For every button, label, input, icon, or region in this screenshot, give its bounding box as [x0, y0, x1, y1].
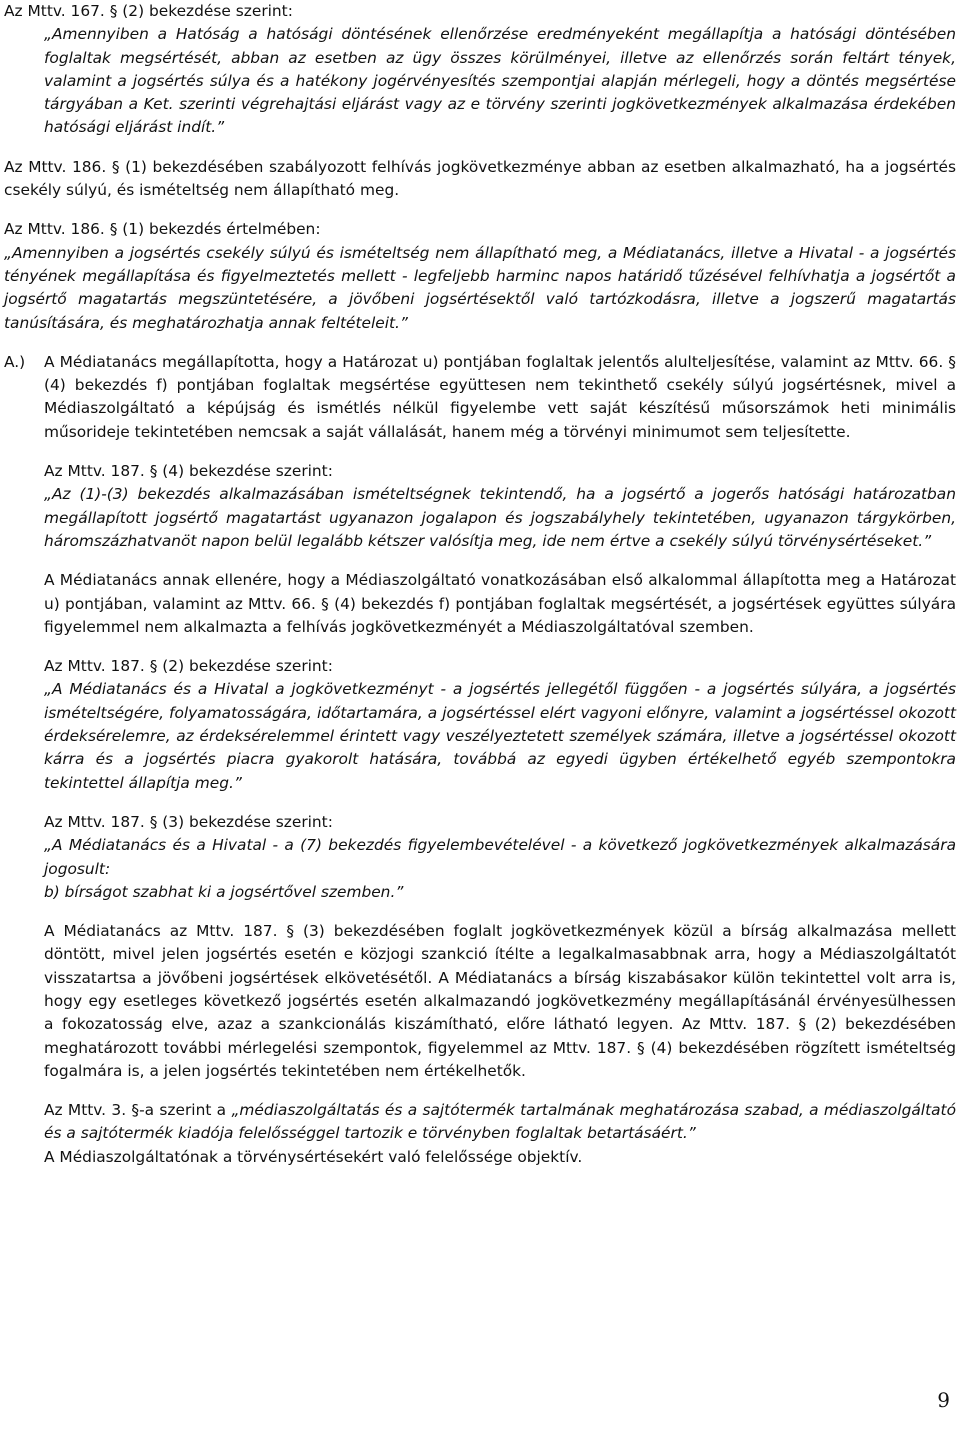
- indented-block: [4, 460, 956, 1169]
- mttv-3-quote: „médiaszolgáltatás és a sajtótermék tartalmának meghatározása szabad, a médiaszolgáltató és a sajtótermék kiadója felelősséggel tartozik e törvényben foglaltak betartásáért.”: [44, 1101, 956, 1143]
- section-a-label: A.): [4, 352, 26, 371]
- quote-186-1: „Amennyiben a jogsértés csekély súlyú és ismételtség nem állapítható meg, a Médiatanács, illetve a Hivatal - a jogsértés tényének megállapítása és figyelmeztetés mellett - legfeljebb harminc napos határidő tűzésével felhívhatja a jogsértőt a jogsértő magatartás megszüntetésére, a jövőbeni jogsértésektől való tartózkodásra, illetve a jogszerű magatartás tanúsítására, és meghatározhatja annak feltételeit.”: [4, 243, 956, 332]
- quote-167-2: „Amennyiben a Hatóság a hatósági döntésének ellenőrzése eredményeként megállapítja a hatósági döntésében foglaltak megsértését, abban az esetben az ügy összes körülményei, illetve az ellenőrzés során feltárt tények, valamint a jogsértés súlya és a hatékony jogérvényesítés szempontjai alapján mérlegeli, hogy a döntés megsértése tárgyában a Ket. szerinti végrehajtási eljárást vagy az e törvény szerinti jogkövetkezmények alkalmazása érdekében hatósági eljárást indít.”: [44, 25, 956, 137]
- quote-187-3-line-1: „A Médiatanács és a Hivatal - a (7) bekezdés figyelembevételével - a következő jogkövetkezmények alkalmazására jogosult:: [44, 836, 956, 878]
- paragraph-objective-liability: A Médiaszolgáltatónak a törvénysértésekért való felelőssége objektív.: [44, 1147, 583, 1166]
- document-body: [4, 0, 956, 1169]
- paragraph-lead-187-3: Az Mttv. 187. § (3) bekezdése szerint:: [44, 812, 333, 831]
- quote-187-4: „Az (1)-(3) bekezdés alkalmazásában ismételtségnek tekintendő, ha a jogsértő a jogerős hatósági határozatban megállapított jogsértő magatartást ugyanazon jogalapon és jogszabályhely tekintetében, ugyanazon tárgykörben, háromszázhatvanöt napon belül legalább kétszer valósítja meg, ide nem értve a csekély súlyú törvénysértéseket.”: [44, 485, 956, 550]
- mttv-3-lead: Az Mttv. 3. §-a szerint a: [44, 1101, 232, 1120]
- paragraph-mttv-3: [44, 1099, 956, 1146]
- quote-187-2: „A Médiatanács és a Hivatal a jogkövetkezményt - a jogsértés jellegétől függően - a jogsértés súlyára, a jogsértés ismételtségére, folyamatosságára, időtartamára, a jogsértéssel elért vagyoni előnyre, valamint a jogsértéssel okozott érdeksérelemre, az érdeksérelemmel érintett vagy veszélyeztetett személyek számára, illetve a jogsértéssel okozott kárra és a jogsértés piacra gyakorolt hatására, továbbá az egyedi ügyben értékelhető egyéb szempontokra tekintettel állapítja meg.”: [44, 680, 956, 792]
- paragraph-lead-187-2: Az Mttv. 187. § (2) bekezdése szerint:: [44, 657, 333, 676]
- paragraph-lead-186-1: Az Mttv. 186. § (1) bekezdés értelmében:: [4, 220, 321, 239]
- paragraph-lead-187-4: Az Mttv. 187. § (4) bekezdése szerint:: [44, 462, 333, 481]
- paragraph-lead-167-2: Az Mttv. 167. § (2) bekezdése szerint:: [4, 2, 293, 20]
- paragraph-first-occurrence: A Médiatanács annak ellenére, hogy a Médiaszolgáltató vonatkozásában első alkalommal állapította meg a Határozat u) pontjában, valamint az Mttv. 66. § (4) bekezdés f) pontjában foglaltak megsértését, a jogsértések együttes súlyára figyelemmel nem alkalmazta a felhívás jogkövetkezményét a Médiaszolgáltatóval szemben.: [44, 571, 956, 636]
- paragraph-186-1-applicability: Az Mttv. 186. § (1) bekezdésében szabályozott felhívás jogkövetkezménye abban az esetben alkalmazható, ha a jogsértés csekély súlyú, és ismételtség nem állapítható meg.: [4, 157, 956, 200]
- paragraph-fine-decision: A Médiatanács az Mttv. 187. § (3) bekezdésében foglalt jogkövetkezmények közül a bírság alkalmazása mellett döntött, mivel jelen jogsértés esetén e közjogi szankció ítélte a legalkalmasabbnak arra, hogy a Médiaszolgáltatót visszatartsa a jövőbeni jogsértések elkövetésétől. A Médiatanács a bírság kiszabásakor külön tekintettel volt arra is, hogy egy esetleges következő jogsértés esetén alkalmazandó jogkövetkezmény megállapításánál érvényesülhessen a fokozatosság elve, azaz a szankcionálás kiszámítható, előre látható legyen. Az Mttv. 187. § (2) bekezdésében meghatározott további mérlegelési szempontok, figyelemmel az Mttv. 187. § (4) bekezdésében rögzített ismételtség fogalmára is, a jelen jogsértés tekintetében nem értékelhetők.: [44, 922, 956, 1080]
- section-a: [4, 351, 956, 444]
- quote-187-3-line-2: b) bírságot szabhat ki a jogsértővel szemben.”: [44, 882, 404, 901]
- page-number: 9: [937, 1388, 950, 1412]
- section-a-body: A Médiatanács megállapította, hogy a Határozat u) pontjában foglaltak jelentős alulteljesítése, valamint az Mttv. 66. § (4) bekezdés f) pontjában foglaltak megsértése együttesen nem tekinthető csekély súlyú jogsértésnek, mivel a Médiaszolgáltató a képújság és ismétlés nélkül figyelembe vett saját készítésű műsorszámok heti minimális műsorideje tekintetében nemcsak a saját vállalását, hanem még a törvényi minimumot sem teljesítette.: [44, 352, 956, 441]
